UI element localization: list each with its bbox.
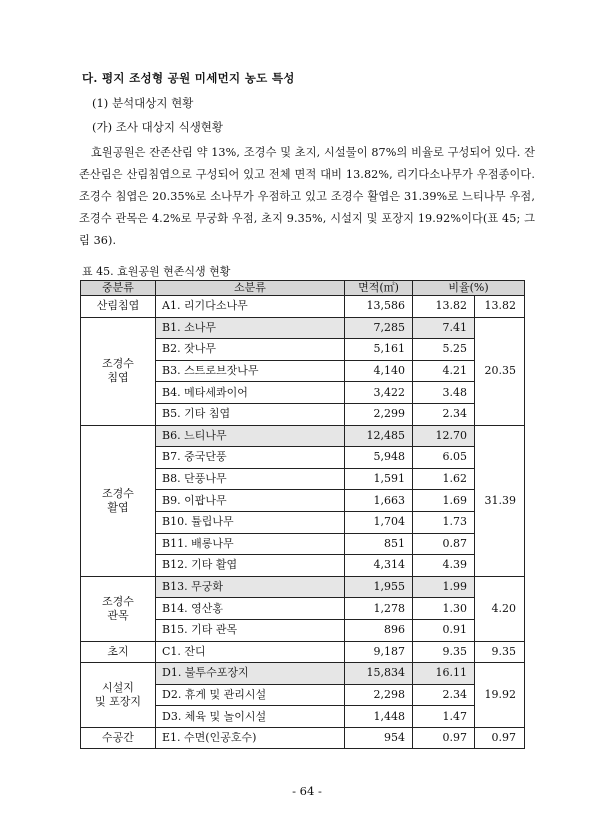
area-cell: 2,299 [345,403,413,425]
group-label: 조경수 침엽 [81,317,156,425]
table-body [81,296,525,749]
table-row [81,425,525,447]
area-cell: 4,140 [345,360,413,382]
area-cell: 5,161 [345,339,413,361]
ratio-cell: 1.73 [413,511,475,533]
ratio-cell: 4.21 [413,360,475,382]
subclass-cell: B9. 이팝나무 [156,490,345,512]
subclass-cell: B1. 소나무 [156,317,345,339]
group-total-ratio: 9.35 [475,641,525,663]
group-total-ratio: 13.82 [475,296,525,318]
group-total-ratio: 4.20 [475,576,525,641]
area-cell: 15,834 [345,663,413,685]
subclass-cell: E1. 수면(인공호수) [156,727,345,749]
subclass-cell: D1. 불투수포장지 [156,663,345,685]
subclass-cell: C1. 잔디 [156,641,345,663]
ratio-cell: 4.39 [413,555,475,577]
group-label: 수공간 [81,727,156,749]
group-total-ratio: 31.39 [475,425,525,576]
area-cell: 1,663 [345,490,413,512]
group-label: 초지 [81,641,156,663]
ratio-cell: 2.34 [413,403,475,425]
header-major-class: 중분류 [81,281,156,296]
ratio-cell: 5.25 [413,339,475,361]
ratio-cell: 7.41 [413,317,475,339]
area-cell: 1,955 [345,576,413,598]
subclass-cell: B6. 느티나무 [156,425,345,447]
header-area: 면적(㎡) [345,281,413,296]
area-cell: 1,448 [345,706,413,728]
body-paragraph: 효원공원은 잔존산림 약 13%, 조경수 및 초지, 시설물이 87%의 비율로 구성되어 있다. 잔존산림은 산림침엽으로 구성되어 있고 전체 면적 대비 13.82%, 리기다소나무가 우점종이다. 조경수 침엽은 20.35%로 소나무가 우점하고 있고 조경수 활엽은 31.39%로 느티나무 우점, 조경수 관목은 4.2%로 무궁화 우점, 초지 9.35%, 시설지 및 포장지 19.92%이다(표 45; 그림 36). [79,146,535,247]
group-label: 조경수 활엽 [81,425,156,576]
area-cell: 7,285 [345,317,413,339]
table-row [81,641,525,663]
ratio-cell: 16.11 [413,663,475,685]
vegetation-table [80,280,525,749]
area-cell: 13,586 [345,296,413,318]
area-cell: 3,422 [345,382,413,404]
area-cell: 851 [345,533,413,555]
ratio-cell: 0.91 [413,619,475,641]
ratio-cell: 1.69 [413,490,475,512]
ratio-cell: 0.87 [413,533,475,555]
ratio-cell: 6.05 [413,447,475,469]
ratio-cell: 1.47 [413,706,475,728]
ratio-cell: 12.70 [413,425,475,447]
ratio-cell: 13.82 [413,296,475,318]
ratio-cell: 1.99 [413,576,475,598]
ratio-cell: 1.30 [413,598,475,620]
subclass-cell: B7. 중국단풍 [156,447,345,469]
group-total-ratio: 20.35 [475,317,525,425]
subclass-cell: A1. 리기다소나무 [156,296,345,318]
area-cell: 1,704 [345,511,413,533]
subclass-cell: B8. 단풍나무 [156,468,345,490]
group-total-ratio: 19.92 [475,663,525,728]
table-row [81,727,525,749]
ratio-cell: 2.34 [413,684,475,706]
header-ratio: 비율(%) [413,281,525,296]
area-cell: 9,187 [345,641,413,663]
area-cell: 896 [345,619,413,641]
page-number: - 64 - [292,784,322,798]
area-cell: 1,278 [345,598,413,620]
header-minor-class: 소분류 [156,281,345,296]
table-row [81,576,525,598]
subclass-cell: B4. 메타세콰이어 [156,382,345,404]
subclass-cell: B14. 영산홍 [156,598,345,620]
table-header-row [81,281,525,296]
area-cell: 954 [345,727,413,749]
subclass-cell: B10. 튤립나무 [156,511,345,533]
ratio-cell: 9.35 [413,641,475,663]
subclass-cell: D2. 휴게 및 관리시설 [156,684,345,706]
ratio-cell: 0.97 [413,727,475,749]
area-cell: 2,298 [345,684,413,706]
area-cell: 1,591 [345,468,413,490]
subclass-cell: B13. 무궁화 [156,576,345,598]
subclass-cell: B15. 기타 관목 [156,619,345,641]
section-title: 다. 평지 조성형 공원 미세먼지 농도 특성 [82,71,295,85]
ratio-cell: 3.48 [413,382,475,404]
area-cell: 5,948 [345,447,413,469]
subclass-cell: B5. 기타 침엽 [156,403,345,425]
group-label: 시설지 및 포장지 [81,663,156,728]
table-row [81,296,525,318]
group-label: 산림침엽 [81,296,156,318]
area-cell: 4,314 [345,555,413,577]
subclass-cell: B12. 기타 활엽 [156,555,345,577]
area-cell: 12,485 [345,425,413,447]
table-row [81,663,525,685]
group-label: 조경수 관목 [81,576,156,641]
subclass-cell: B11. 배롱나무 [156,533,345,555]
table-row [81,317,525,339]
subclass-cell: B3. 스트로브잣나무 [156,360,345,382]
subsection-heading: (1) 분석대상지 현황 [92,96,194,110]
table-caption: 표 45. 효원공원 현존식생 현황 [82,265,231,278]
subclass-cell: D3. 체육 및 놀이시설 [156,706,345,728]
ratio-cell: 1.62 [413,468,475,490]
subsubsection-heading: (가) 조사 대상지 식생현황 [92,120,224,134]
group-total-ratio: 0.97 [475,727,525,749]
subclass-cell: B2. 잣나무 [156,339,345,361]
